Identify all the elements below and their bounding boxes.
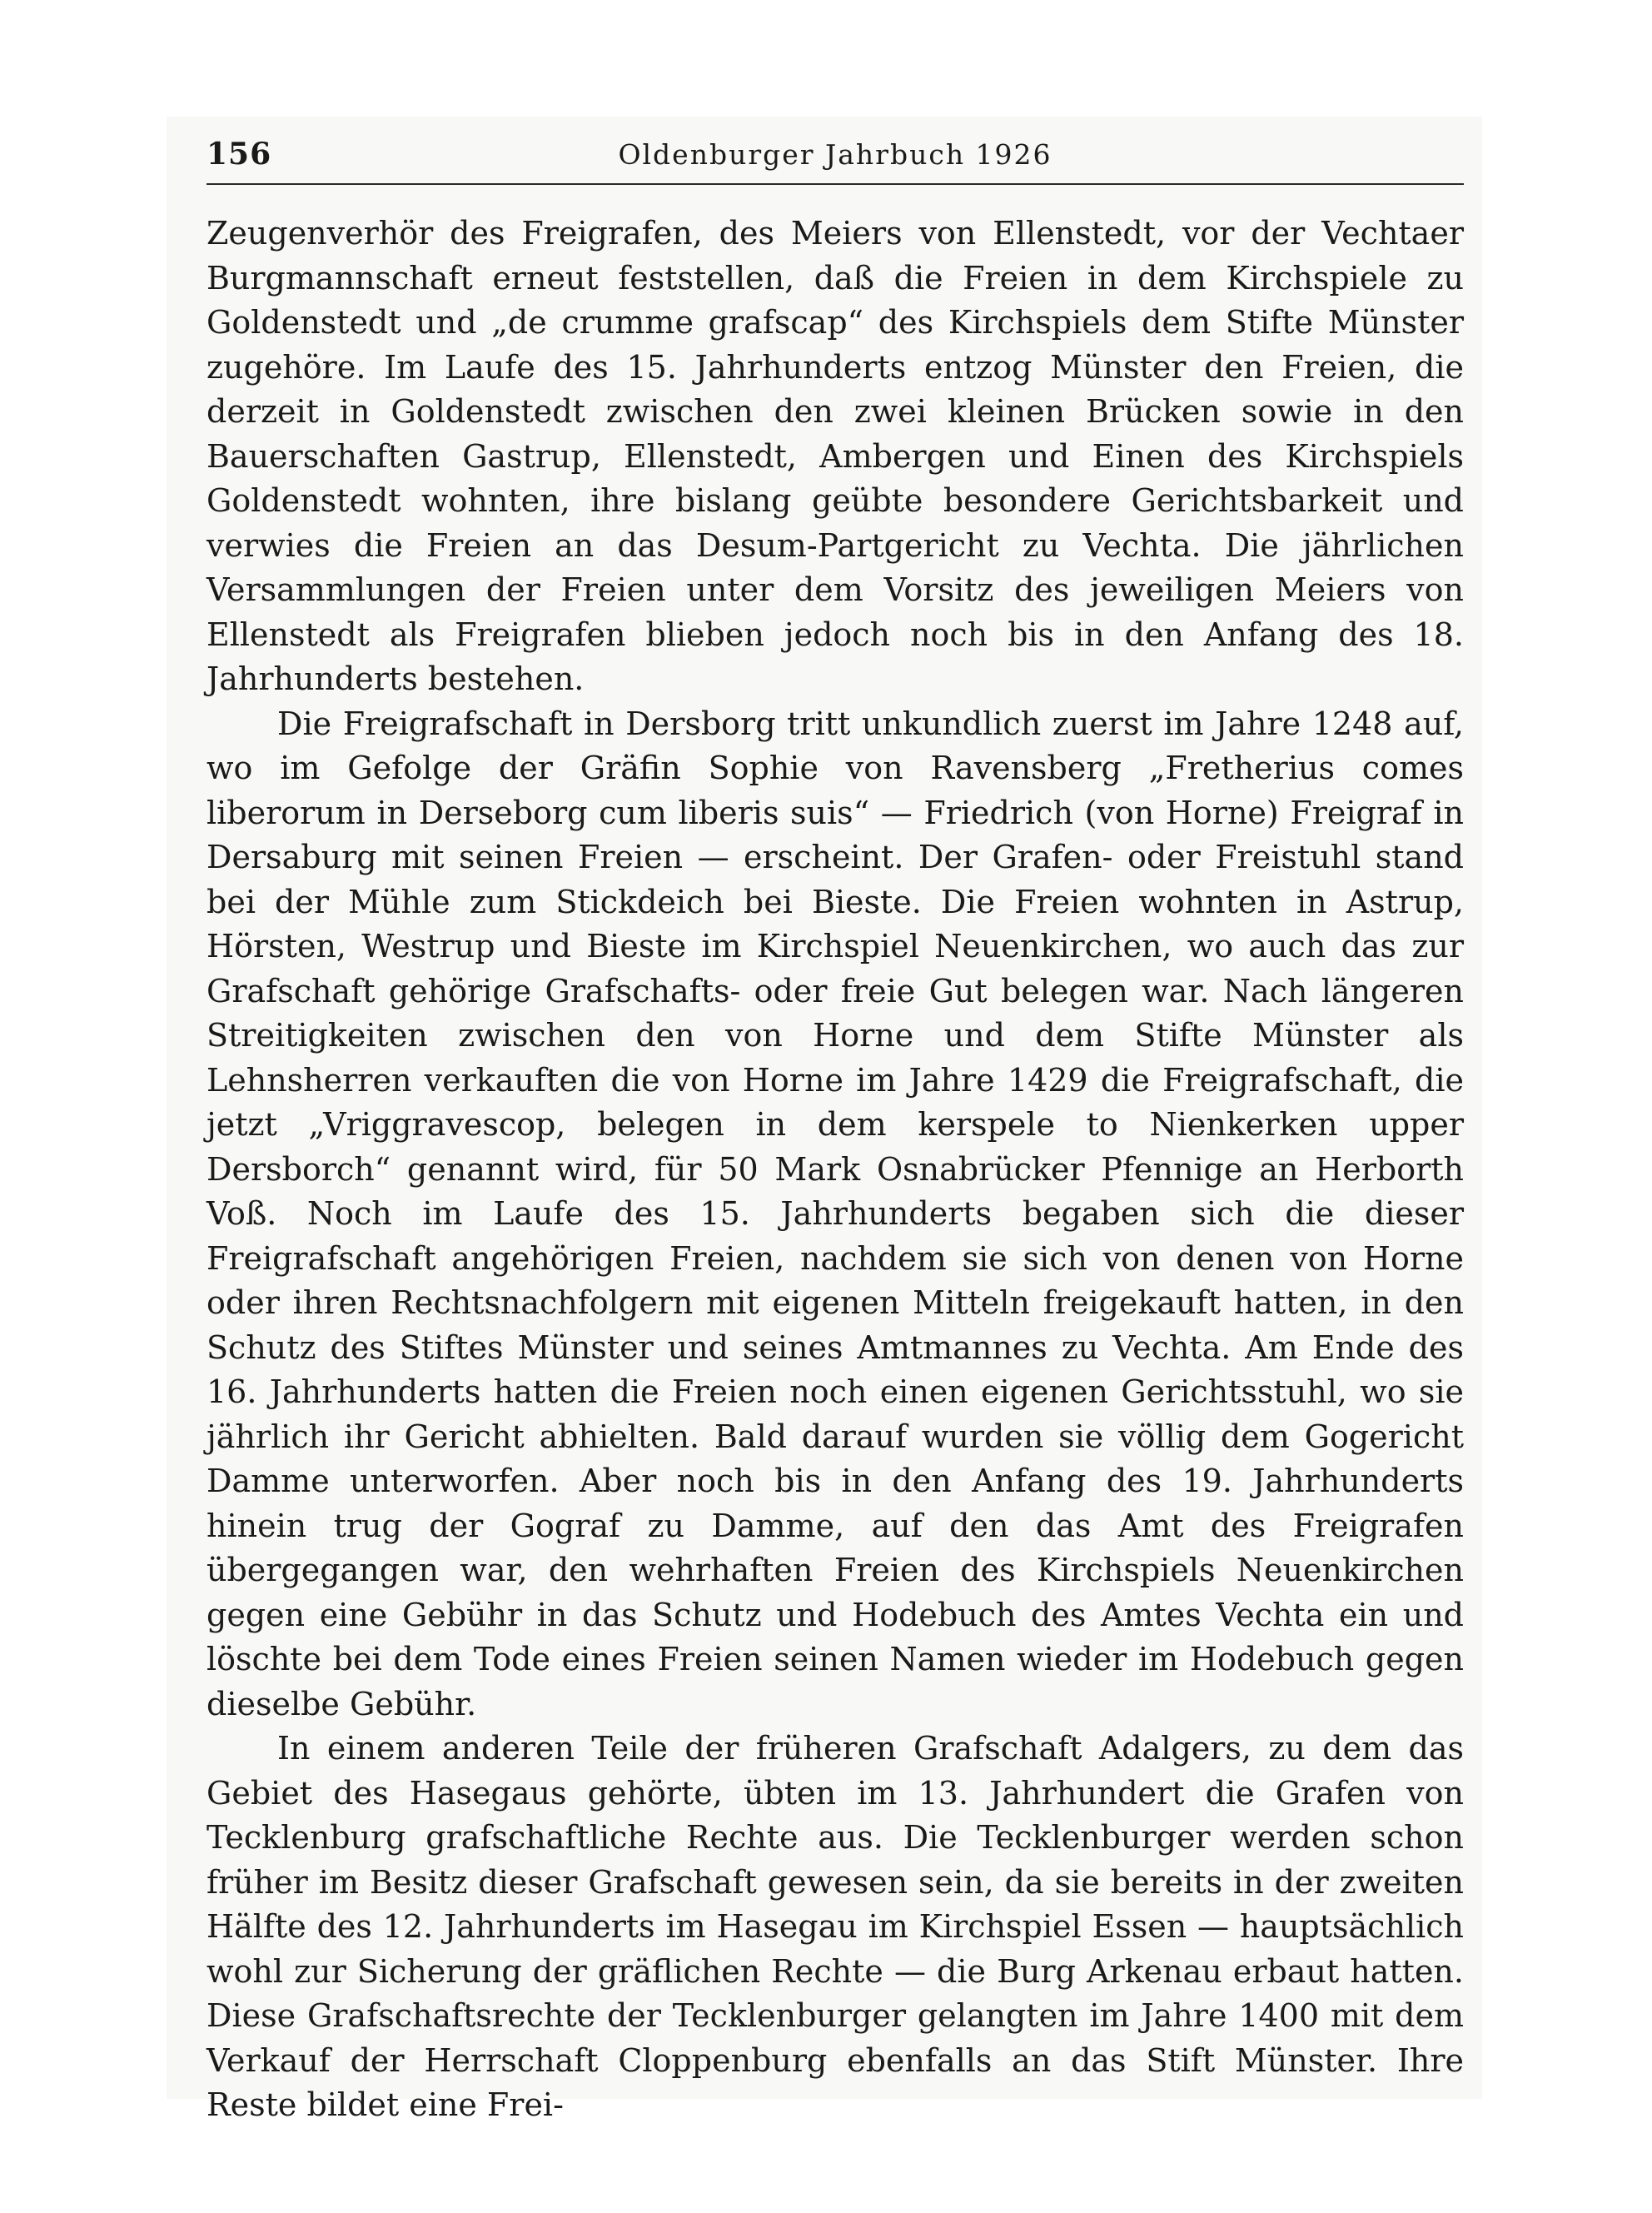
page-number: 156 xyxy=(206,137,272,172)
paragraph: In einem anderen Teile der früheren Grafschaft Adalgers, zu dem das Gebiet des Hasegaus gehörte, übten im 13. Jahrhundert die Grafen von Tecklenburg grafschaftliche Rechte aus. Die Tecklenburger werden schon früher im Besitz dieser Grafschaft gewesen sein, da sie bereits in der zweiten Hälfte des 12. Jahrhunderts im Hasegau im Kirchspiel Essen — hauptsächlich wohl zur Sicherung der gräflichen Rechte — die Burg Arkenau erbaut hatten. Diese Grafschaftsrechte der Tecklenburger gelangten im Jahre 1400 mit dem Verkauf der Herrschaft Cloppenburg ebenfalls an das Stift Münster. Ihre Reste bildet eine Frei- xyxy=(206,1730,1464,2123)
paragraph: Zeugenverhör des Freigrafen, des Meiers von Ellenstedt, vor der Vechtaer Burgmannschaft erneut feststellen, daß die Freien in dem Kirchspiele zu Goldenstedt und „de crumme grafscap“ des Kirchspiels dem Stifte Münster zugehöre. Im Laufe des 15. Jahrhunderts entzog Münster den Freien, die derzeit in Goldenstedt zwischen den zwei kleinen Brücken sowie in den Bauerschaften Gastrup, Ellenstedt, Ambergen und Einen des Kirchspiels Goldenstedt wohnten, ihre bislang geübte besondere Gerichtsbarkeit und verwies die Freien an das Desum-Partgericht zu Vechta. Die jährlichen Versammlungen der Freien unter dem Vorsitz des jeweiligen Meiers von Ellenstedt als Freigrafen blieben jedoch noch bis in den Anfang des 18. Jahrhunderts bestehen. xyxy=(206,215,1464,697)
body-text xyxy=(206,212,1464,2128)
running-title: Oldenburger Jahrbuch 1926 xyxy=(618,138,1052,171)
page-header xyxy=(206,132,1464,185)
paragraph: Die Freigrafschaft in Dersborg tritt unkundlich zuerst im Jahre 1248 auf, wo im Gefolge der Gräfin Sophie von Ravensberg „Fretherius comes liberorum in Derseborg cum liberis suis“ — Friedrich (von Horne) Freigraf in Dersaburg mit seinen Freien — erscheint. Der Grafen- oder Freistuhl stand bei der Mühle zum Stickdeich bei Bieste. Die Freien wohnten in Astrup, Hörsten, Westrup und Bieste im Kirchspiel Neuenkirchen, wo auch das zur Grafschaft gehörige Grafschafts- oder freie Gut belegen war. Nach längeren Streitigkeiten zwischen den von Horne und dem Stifte Münster als Lehnsherren verkauften die von Horne im Jahre 1429 die Freigrafschaft, die jetzt „Vriggravescop, belegen in dem kerspele to Nienkerken upper Dersborch“ genannt wird, für 50 Mark Osnabrücker Pfennige an Herborth Voß. Noch im Laufe des 15. Jahrhunderts begaben sich die dieser Freigrafschaft angehörigen Freien, nachdem sie sich von denen von Horne oder ihren Rechtsnachfolgern mit eigenen Mitteln freigekauft hatten, in den Schutz des Stiftes Münster und seines Amtmannes zu Vechta. Am Ende des 16. Jahrhunderts hatten die Freien noch einen eigenen Gerichtsstuhl, wo sie jährlich ihr Gericht abhielten. Bald darauf wurden sie völlig dem Gogericht Damme unterworfen. Aber noch bis in den Anfang des 19. Jahrhunderts hinein trug der Gograf zu Damme, auf den das Amt des Freigrafen übergegangen war, den wehrhaften Freien des Kirchspiels Neuenkirchen gegen eine Gebühr in das Schutz und Hodebuch des Amtes Vechta ein und löschte bei dem Tode eines Freien seinen Namen wieder im Hodebuch gegen dieselbe Gebühr. xyxy=(206,705,1464,1722)
